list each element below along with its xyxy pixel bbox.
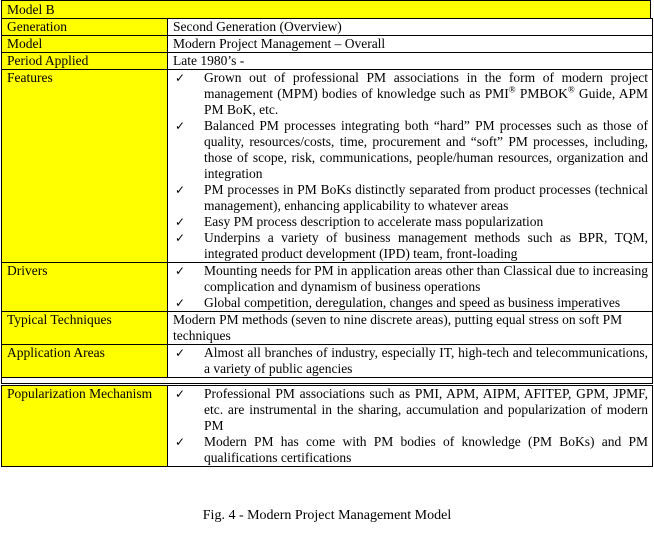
period-value: Late 1980’s - [168, 53, 653, 70]
check-mark-icon: ✓ [175, 435, 186, 449]
list-item-text: Professional PM associations such as PMI, APM, AIPM, AFITEP, GPM, JPMF, etc. are instrumental in the sharing, accumulation and popularization of modern PM [204, 386, 648, 433]
table-row [2, 36, 653, 53]
list-item [173, 434, 648, 466]
list-item [173, 214, 648, 230]
application-label: Application Areas [2, 345, 168, 378]
model-title: Model B [1, 0, 651, 18]
techniques-label: Typical Techniques [2, 312, 168, 345]
check-mark-icon: ✓ [175, 183, 186, 197]
check-mark-icon: ✓ [175, 71, 186, 85]
generation-value: Second Generation (Overview) [168, 19, 653, 36]
table-row [2, 70, 653, 263]
table-row [2, 19, 653, 36]
list-item [173, 295, 648, 311]
list-item [173, 70, 648, 118]
table-row [2, 385, 653, 467]
check-mark-icon: ✓ [175, 119, 186, 133]
check-mark-icon: ✓ [175, 215, 186, 229]
list-item [173, 118, 648, 182]
model-table-frame [1, 0, 651, 467]
application-list [173, 345, 648, 377]
table-row [2, 345, 653, 378]
check-mark-icon: ✓ [175, 387, 186, 401]
list-item [173, 386, 648, 434]
list-item-text: Modern PM has come with PM bodies of knowledge (PM BoKs) and PM qualifications certifications [204, 434, 648, 465]
popularization-label: Popularization Mechanism [2, 385, 168, 467]
model-table [1, 18, 653, 378]
features-list [173, 70, 648, 262]
list-item-text: Balanced PM processes integrating both “hard” PM processes such as those of quality, resources/costs, time, procurement and “soft” PM processes, including, those of scope, risk, communications, people/human resources, organization and integration [204, 118, 648, 181]
model-table-continued [1, 383, 653, 467]
drivers-value [168, 263, 653, 312]
popularization-list [173, 386, 648, 466]
features-value [168, 70, 653, 263]
list-item-text: PM processes in PM BoKs distinctly separated from product processes (technical management), enhancing applicability to whatever areas [204, 182, 648, 213]
table-row [2, 263, 653, 312]
check-mark-icon: ✓ [175, 346, 186, 360]
table-row [2, 312, 653, 345]
table-row [2, 53, 653, 70]
list-item-text: Easy PM process description to accelerate mass popularization [204, 214, 544, 229]
model-label: Model [2, 36, 168, 53]
list-item [173, 345, 648, 377]
list-item-text: Grown out of professional PM associations in the form of modern project management (MPM) bodies of knowledge such as PMI® PMBOK® Guide, APM PM BoK, etc. [204, 70, 649, 117]
drivers-label: Drivers [2, 263, 168, 312]
popularization-value [168, 385, 653, 467]
model-value: Modern Project Management – Overall [168, 36, 653, 53]
list-item-text: Underpins a variety of business management methods such as BPR, TQM, integrated product development (IPD) team, front-loading [204, 230, 648, 261]
list-item [173, 182, 648, 214]
list-item [173, 230, 648, 262]
list-item [173, 263, 648, 295]
check-mark-icon: ✓ [175, 296, 186, 310]
list-item-text: Mounting needs for PM in application areas other than Classical due to increasing complication and dynamism of business operations [204, 263, 648, 294]
techniques-value: Modern PM methods (seven to nine discrete areas), putting equal stress on soft PM techniques [168, 312, 653, 345]
figure-caption: Fig. 4 - Modern Project Management Model [202, 508, 452, 523]
list-item-text: Global competition, deregulation, changes and speed as business imperatives [204, 295, 621, 310]
period-label: Period Applied [2, 53, 168, 70]
application-value [168, 345, 653, 378]
check-mark-icon: ✓ [175, 264, 186, 278]
features-label: Features [2, 70, 168, 263]
list-item-text: Almost all branches of industry, especially IT, high-tech and telecommunications, a variety of public agencies [204, 345, 648, 376]
generation-label: Generation [2, 19, 168, 36]
drivers-list [173, 263, 648, 311]
check-mark-icon: ✓ [175, 231, 186, 245]
